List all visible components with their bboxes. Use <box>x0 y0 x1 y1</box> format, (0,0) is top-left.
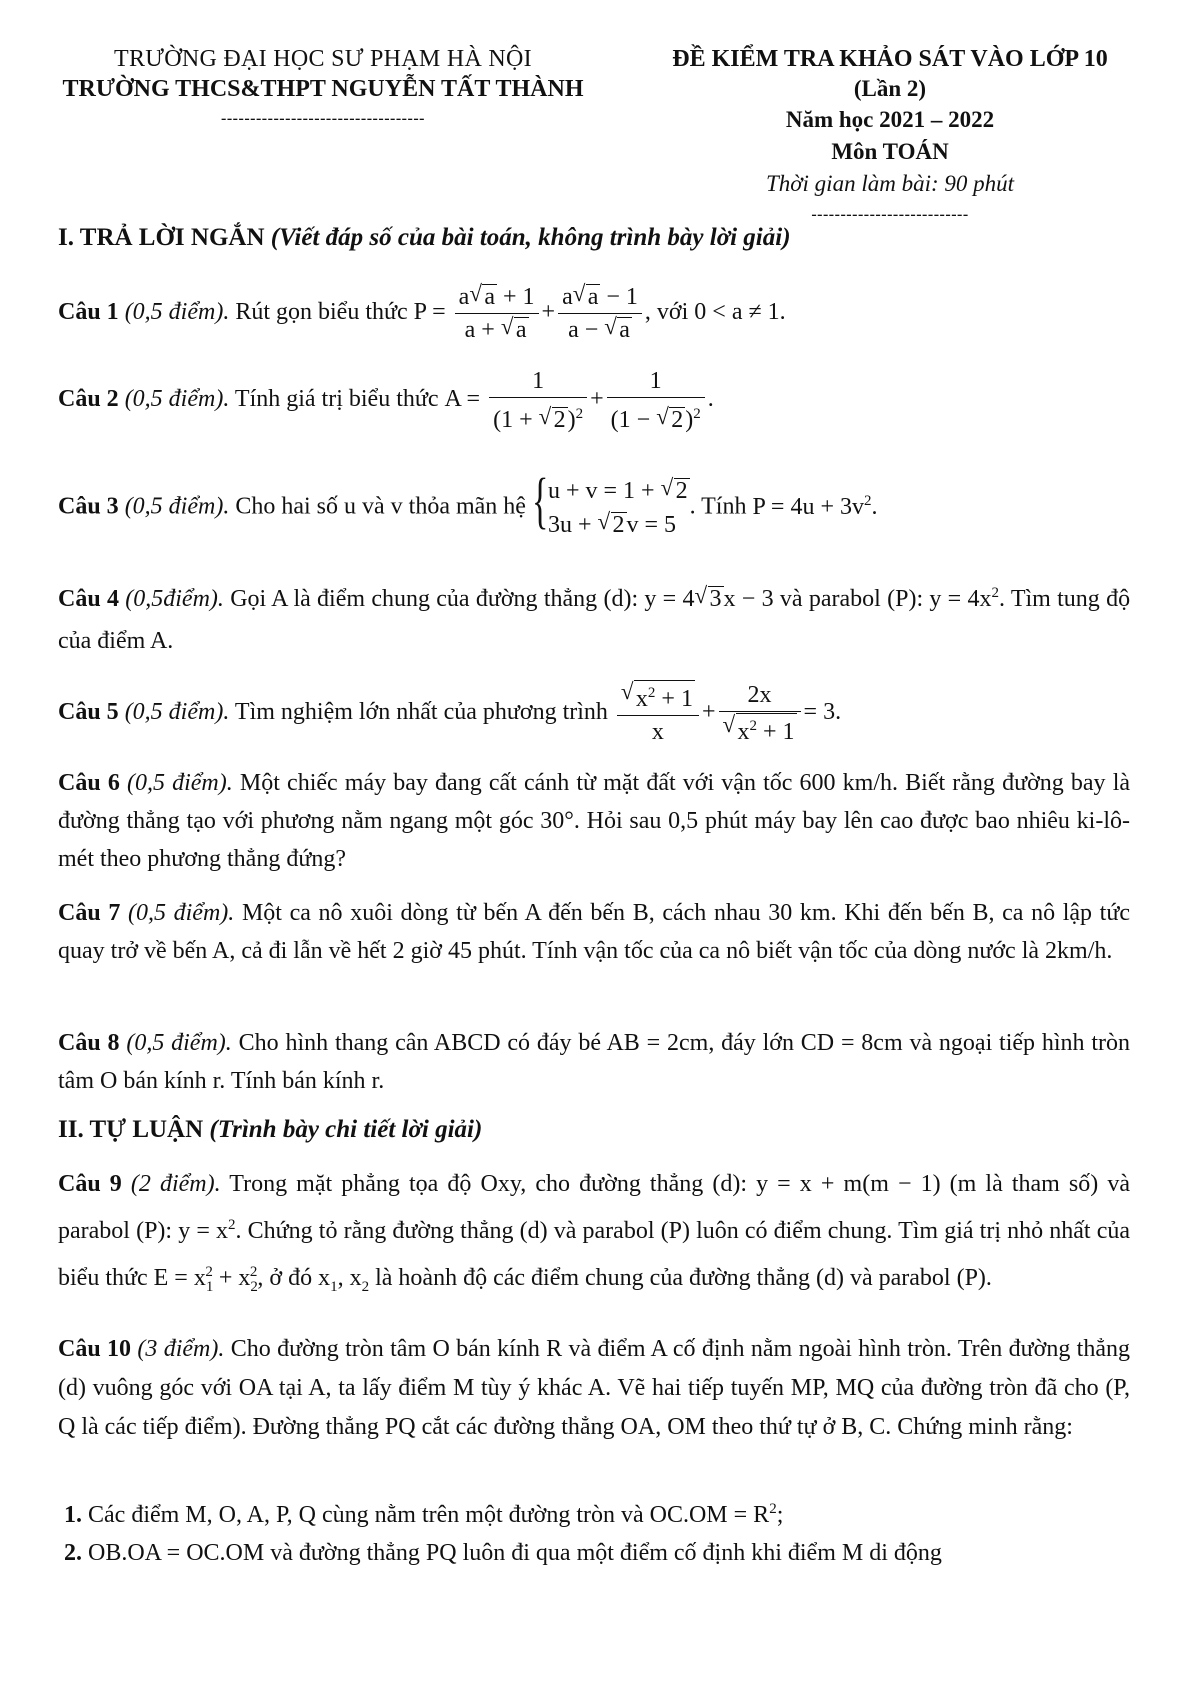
question-text: Một chiếc máy bay đang cất cánh từ mặt đất với vận tốc 600 km/h. Biết rằng đường bay là đường thẳng tạo với phương nằm ngang một góc 30°. Hỏi sau 0,5 phút máy bay lên cao được bao nhiêu ki-lô-mét theo phương thẳng đứng? <box>58 770 1131 872</box>
item-number: 1. <box>64 1502 82 1528</box>
question-label: Câu 7 <box>58 900 121 926</box>
exam-subject: Môn TOÁN <box>831 139 949 164</box>
item-tail: ; <box>776 1502 784 1528</box>
question-tail: . Tính <box>689 493 747 520</box>
question-label: Câu 10 <box>58 1336 132 1362</box>
formula-a: A = $\frac{1}{(1 + √ 2)^2}$ + $\frac{1}{(1 - √ 2)^2}$ . <box>445 386 714 412</box>
question-label: Câu 4 <box>58 586 119 612</box>
header-right <box>615 44 1165 226</box>
line-equation: (d): y = 4√ 3x − 3 <box>603 586 773 612</box>
question-label: Câu 5 <box>58 699 119 726</box>
school-name: TRƯỜNG THCS&THPT NGUYỄN TẤT THÀNH <box>62 76 584 102</box>
question-label: Câu 6 <box>58 770 120 796</box>
item-number: 2. <box>64 1540 82 1566</box>
equation: √ $\frac{x^2 + 1}{x}$ + 2x √ $x^2 + 1$ = 3. <box>614 699 841 725</box>
question-6 <box>58 764 1130 878</box>
question-label: Câu 1 <box>58 299 119 326</box>
question-points: (0,5 điểm). <box>124 493 230 520</box>
header-right-divider: --------------------------- <box>811 206 969 223</box>
section-1-note: (Viết đáp số của bài toán, không trình bày lời giải) <box>270 224 791 251</box>
parabola-equation: (P): $y = 4x^2$ <box>887 585 999 612</box>
equation-system: { u + v = 1 + √ 2 3u + √ 2v = 5 <box>532 474 690 542</box>
question-text: Cho đường tròn tâm O bán kính R và điểm A cố định nằm ngoài hình tròn. Trên đường thẳng (d) vuông góc với OA tại A, ta lấy điểm M tùy ý khác A. Vẽ hai tiếp tuyến MP, MQ của đường tròn đã cho (P, Q là các tiếp điểm). Đường thẳng PQ cắt các đường thẳng OA, OM theo thứ tự ở B, C. Chứng minh rằng: <box>58 1336 1131 1440</box>
question-8 <box>58 1024 1130 1100</box>
section-1-title: I. TRẢ LỜI NGẮN <box>58 224 265 251</box>
question-points: (0,5 điểm). <box>126 1030 232 1056</box>
university-name: TRƯỜNG ĐẠI HỌC SƯ PHẠM HÀ NỘI <box>114 46 532 72</box>
question-4 <box>58 572 1130 662</box>
question-text: Rút gọn biểu thức <box>235 299 408 326</box>
section-2-heading <box>58 1116 482 1144</box>
question-label: Câu 2 <box>58 386 119 413</box>
question-points: (3 điểm). <box>137 1336 225 1362</box>
question-label: Câu 8 <box>58 1030 120 1056</box>
question-points: (0,5 điểm). <box>126 770 233 796</box>
question-points: (0,5điểm). <box>125 586 224 612</box>
question-label: Câu 9 <box>58 1171 122 1197</box>
question-points: (0,5 điểm). <box>127 900 235 926</box>
question-text: Cho hình thang cân ABCD có đáy bé AB = 2cm, đáy lớn CD = 8cm và ngoại tiếp hình tròn tâm O bán kính r. Tính bán kính r. <box>58 1030 1131 1094</box>
question-2 <box>58 366 1130 435</box>
question-points: (0,5 điểm). <box>124 699 230 726</box>
exam-title: ĐỀ KIỂM TRA KHẢO SÁT VÀO LỚP 10 <box>672 46 1108 72</box>
question-10 <box>58 1330 1130 1447</box>
question-points: (0,5 điểm). <box>124 299 230 326</box>
question-text-3: . Tìm tung độ của điểm A. <box>58 586 1131 654</box>
question-9: Câu 9 (2 điểm). Trong mặt phẳng tọa độ Oxy, cho đường thẳng (d): y = x + m(m − 1) (m là tham số) và parabol (P): $y = x^2$. Chứng tỏ rằng đường thẳng (d) và parabol (P) luôn có điểm chung. Tìm giá trị nhỏ nhất của biểu thức $E = x_1^2 + x_2^2$, ở đó $x_1$, $x_2$ là hoành độ các điểm chung của đường thẳng (d) và parabol (P). <box>58 1171 1131 1295</box>
question-text-3: , ở đó x <box>257 1265 331 1291</box>
item-text: Các điểm M, O, A, P, Q cùng nằm trên một đường tròn và OC.OM = R <box>88 1502 770 1528</box>
section-2-note: (Trình bày chi tiết lời giải) <box>209 1116 483 1143</box>
question-text: Gọi A là điểm chung của đường thẳng <box>230 586 598 612</box>
question-points: (2 điểm). <box>130 1171 221 1197</box>
item-text: OB.OA = OC.OM và đường thẳng PQ luôn đi qua một điểm cố định khi điểm M di động <box>88 1540 942 1566</box>
question-text-2: và parabol <box>779 586 881 612</box>
question-10-item-1: 1. Các điểm M, O, A, P, Q cùng nằm trên một đường tròn và $OC.OM = R^2$; <box>64 1501 784 1528</box>
question-text: Tính giá trị biểu thức <box>234 386 439 413</box>
question-text-4: là hoành độ các điểm chung của đường thẳng (d) và parabol (P). <box>375 1265 992 1291</box>
header-left-divider: ----------------------------------- <box>221 110 425 127</box>
question-10-item-2 <box>64 1534 1136 1572</box>
school-year: Năm học 2021 – 2022 <box>785 107 995 132</box>
question-3 <box>58 467 1130 542</box>
question-label: Câu 3 <box>58 493 119 520</box>
question-5 <box>58 680 1130 747</box>
exam-time: Thời gian làm bài: 90 phút <box>765 171 1015 196</box>
question-text: Tìm nghiệm lớn nhất của phương trình <box>234 699 608 726</box>
header-left <box>28 44 618 130</box>
exam-attempt: (Lần 2) <box>853 76 927 101</box>
question-points: (0,5 điểm). <box>124 386 230 413</box>
question-7 <box>58 894 1130 970</box>
question-1 <box>58 282 1130 345</box>
question-text-2: . Chứng tỏ rằng đường thẳng (d) và parabol (P) luôn có điểm chung. Tìm giá trị nhỏ nhất của biểu thức E = x <box>58 1218 1131 1291</box>
section-1-heading <box>58 224 791 252</box>
formula-p: $P = 4u + 3v^2$. <box>752 492 878 520</box>
section-2-title: II. TỰ LUẬN <box>58 1116 204 1143</box>
question-condition: , với 0 < a ≠ 1. <box>644 299 786 326</box>
question-text: Cho hai số u và v thỏa mãn hệ <box>235 493 526 520</box>
question-text: Một ca nô xuôi dòng từ bến A đến bến B, cách nhau 30 km. Khi đến bến B, ca nô lập tức quay trở về bến A, cả đi lẫn về hết 2 giờ 45 phút. Tính vận tốc của ca nô biết vận tốc của dòng nước là 2km/h. <box>58 900 1131 964</box>
question-text: Trong mặt phẳng tọa độ Oxy, cho đường thẳng (d): y = x + m(m − 1) (m là tham số) và parabol (P): y = x <box>58 1171 1130 1244</box>
formula-p: P = $\frac{a√ a + 1}{a + √ a}$ + $\frac{a√ a - 1}{a - √ a}$ <box>414 299 645 325</box>
